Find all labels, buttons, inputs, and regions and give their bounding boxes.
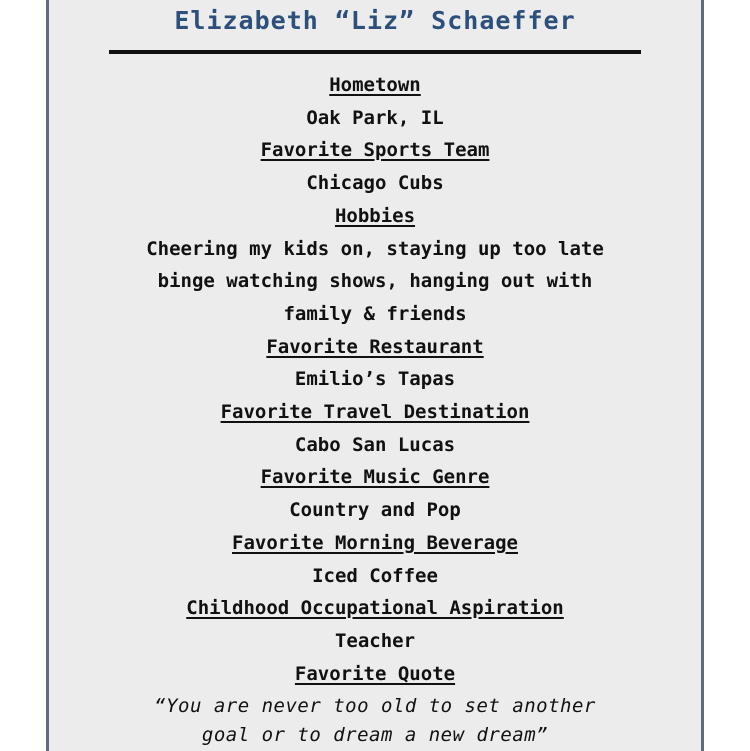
value-restaurant: Emilio’s Tapas xyxy=(294,368,456,391)
heading-hometown: Hometown xyxy=(329,74,421,96)
profile-content xyxy=(49,69,701,750)
heading-music: Favorite Music Genre xyxy=(260,466,490,489)
title-divider xyxy=(109,50,641,54)
profile-card xyxy=(46,0,704,751)
value-music: Country and Pop xyxy=(289,499,461,522)
value-hometown: Oak Park, IL xyxy=(306,106,444,129)
value-aspiration: Teacher xyxy=(334,629,416,652)
heading-quote: Favorite Quote xyxy=(294,662,456,685)
quote-line-1: “You are never too old to set another xyxy=(154,695,596,718)
heading-restaurant: Favorite Restaurant xyxy=(266,335,484,358)
quote-text xyxy=(49,692,701,750)
value-hobbies-line-3: family & friends xyxy=(283,302,467,325)
value-travel: Cabo San Lucas xyxy=(294,433,456,456)
profile-name: Elizabeth “Liz” Schaeffer xyxy=(174,6,576,35)
heading-sports-team: Favorite Sports Team xyxy=(260,139,490,162)
value-beverage: Iced Coffee xyxy=(312,564,438,587)
value-hobbies-line-1: Cheering my kids on, staying up too late xyxy=(146,237,604,260)
quote-line-2: goal or to dream a new dream” xyxy=(201,724,549,747)
heading-beverage: Favorite Morning Beverage xyxy=(232,531,518,554)
heading-hobbies: Hobbies xyxy=(334,204,416,227)
heading-aspiration: Childhood Occupational Aspiration xyxy=(186,597,564,620)
heading-travel: Favorite Travel Destination xyxy=(220,401,530,424)
value-hobbies-line-2: binge watching shows, hanging out with xyxy=(157,270,593,293)
value-sports-team: Chicago Cubs xyxy=(306,172,444,195)
